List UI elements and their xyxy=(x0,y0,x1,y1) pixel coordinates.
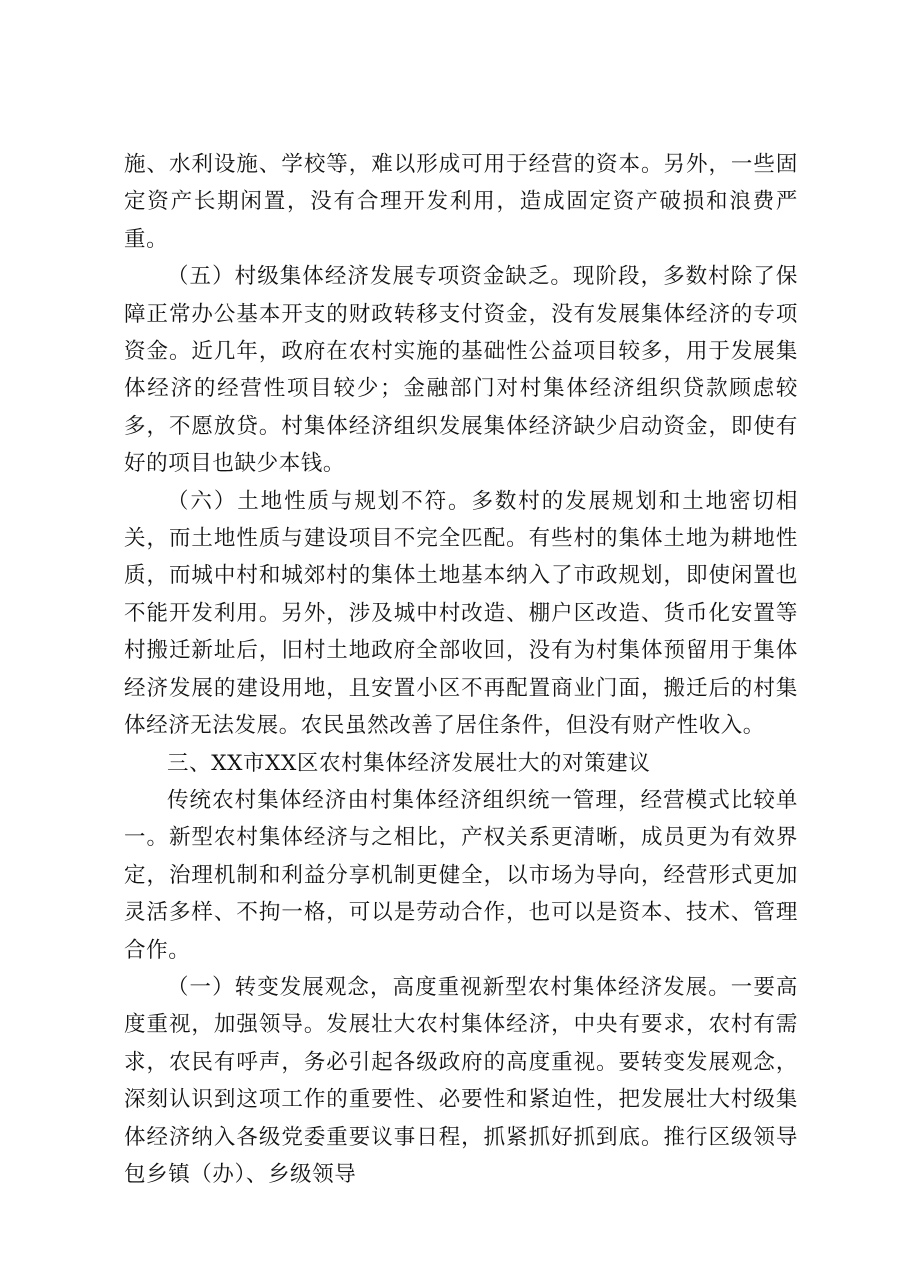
section-heading-3: 三、XX市XX区农村集体经济发展壮大的对策建议 xyxy=(167,750,651,776)
document-page xyxy=(124,146,798,1193)
paragraph-continuation: 施、水利设施、学校等，难以形成可用于经营的资本。另外，一些固定资产长期闲置，没有合理开发利用，造成固定资产破损和浪费严重。 xyxy=(124,152,798,252)
paragraph-section-6: （六）土地性质与规划不符。多数村的发展规划和土地密切相关，而土地性质与建设项目不完全匹配。有些村的集体土地为耕地性质，而城中村和城郊村的集体土地基本纳入了市政规划，即使闲置也不能开发利用。另外，涉及城中村改造、棚户区改造、货币化安置等村搬迁新址后，旧村土地政府全部收回，没有为村集体预留用于集体经济发展的建设用地，且安置小区不再配置商业门面，搬迁后的村集体经济无法发展。农民虽然改善了居住条件，但没有财产性收入。 xyxy=(124,488,798,739)
paragraph-intro: 传统农村集体经济由村集体经济组织统一管理，经营模式比较单一。新型农村集体经济与之相比，产权关系更清晰，成员更为有效界定，治理机制和利益分享机制更健全，以市场为导向，经营形式更加灵活多样、不拘一格，可以是劳动合作，也可以是资本、技术、管理合作。 xyxy=(124,787,798,963)
paragraph-measure-1: （一）转变发展观念，高度重视新型农村集体经济发展。一要高度重视，加强领导。发展壮大农村集体经济，中央有要求，农村有需求，农民有呼声，务必引起各级政府的高度重视。要转变发展观念，深刻认识到这项工作的重要性、必要性和紧迫性，把发展壮大村级集体经济纳入各级党委重要议事日程，抓紧抓好抓到底。推行区级领导包乡镇（办）、乡级领导 xyxy=(124,974,798,1187)
paragraph-section-5: （五）村级集体经济发展专项资金缺乏。现阶段，多数村除了保障正常办公基本开支的财政转移支付资金，没有发展集体经济的专项资金。近几年，政府在农村实施的基础性公益项目较多，用于发展集体经济的经营性项目较少；金融部门对村集体经济组织贷款顾虑较多，不愿放贷。村集体经济组织发展集体经济缺少启动资金，即使有好的项目也缺少本钱。 xyxy=(124,264,798,477)
